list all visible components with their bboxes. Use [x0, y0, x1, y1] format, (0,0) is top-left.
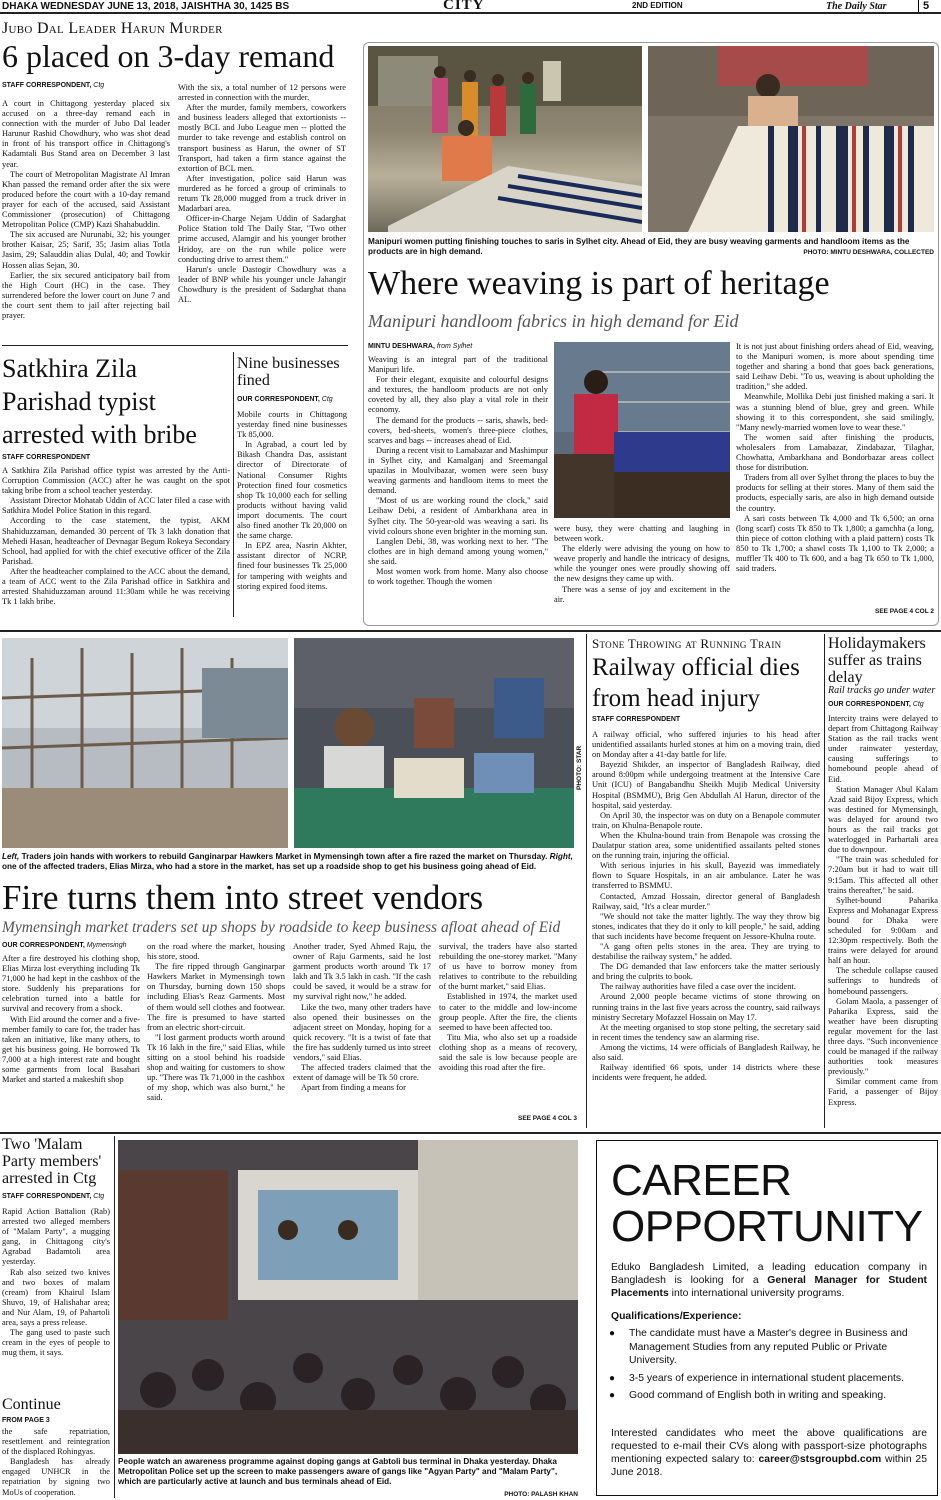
divider [0, 1132, 941, 1134]
vendors-caption: Left, Traders join hands with workers to rebuild Ganginarpar Hawkers Market in Mymensingh town after a fire razed the market on Thursday. Right, one of the affected traders, Elias Mirza, who had a store in the market, has set up a roadside shop to get his business going ahead of Eid. [2, 852, 573, 871]
career-intro: Eduko Bangladesh Limited, a leading education company in Bangladesh is looking for a General Manager for Student Placements into international university programs. [611, 1262, 928, 1299]
satkhira-headline: Satkhira Zila Parishad typist arrested with bribe [2, 354, 197, 449]
divider [233, 352, 234, 617]
vendors-subhead: Mymensingh market traders set up shops by roadside to keep business afloat ahead of Eid [2, 919, 561, 936]
career-email-link[interactable]: career@stsgroupbd.com [758, 1454, 882, 1465]
vendors-col1: After a fire destroyed his clothing shop, Elias Mirza lost everything including Tk 71,000 he had kept in the cashbox of the store. Suddenly his preparations for celebration turned into a battle for survival and recovery from a shock. With Eid around the corner and a five-member family to care for, the trader has taken an initiative, like many others, to get his business going. He borrowed Tk 7,000 at a high interest rate and bought some garments from local Basabari Market and started a makeshift shop [2, 954, 140, 1085]
weaving-subhead: Manipuri handloom fabrics in high demand for Eid [368, 311, 739, 331]
weaving-byline: MINTU DESHWARA, from Sylhet [368, 343, 473, 350]
vendors-col2: on the road where the market, housing his store, stood. The fire ripped through Ganginarpar Hawkers Market in Mymensingh town on Thursday, burning down 150 shops including Elias's Reaz Garments. Most of them would sell clothes and footwear. The fire is presumed to have started from an electric short-circuit. "I lost garment products worth around Tk 16 lakh in the fire," said Elias, while sitting on a stool behind his roadside shop and waiting for customers to show up. "There was Tk 71,000 in the cashbox of my shop, which was also burnt," he said. [147, 942, 285, 1103]
list-item: ● The candidate must have a Master's degree in Business and Management Studies from any reputed Public or Private University. [601, 1327, 927, 1368]
holiday-byline: OUR CORRESPONDENT, Ctg [828, 701, 924, 708]
vendors-photo-left [2, 638, 288, 848]
nine-headline: Nine businesses fined [237, 355, 340, 389]
weaving-credit: PHOTO: MINTU DESHWARA, COLLECTED [803, 249, 934, 256]
weaving-headline: Where weaving is part of heritage [368, 265, 830, 302]
remand-kicker: Jubo Dal Leader Harun Murder [2, 20, 223, 37]
weaving-photo-small [554, 342, 730, 518]
vendors-col3: Another trader, Syed Ahmed Raju, the owner of Raju Garments, said he lost garment products worth around Tk 17 lakh and Tk 3.5 lakh in cash. "If the cash could be saved, it would be a straw for my survival right now," he added. Like the two, many other traders have also opened their businesses on the adjacent street on Monday, hoping for a quick recovery. "It is a twist of fate that the fire has suddenly turned us into street vendors," said Elias. The affected traders claimed that the extent of damage will be Tk 50 crore. Apart from finding a means for [293, 942, 431, 1093]
railway-headline: Railway official dies from head injury [592, 654, 800, 712]
girl-weaving-image [554, 342, 730, 518]
weaving-col1: Weaving is an integral part of the traditional Manipuri life. For their elegant, exquisite and colourful designs and textures, the handloom products are not only coveted by all, they also play a vital role in their economy. The demand for the products -- saris, shawls, bed-covers, bed-sheets, women's three-piece clothes, scarves and bags -- increases ahead of Eid. During a recent visit to Lamabazar and Mashimpur in Sylhet city, and Kamalganj and Sreemangal upazilas in Moulvibazar, women were seen busy weaving garments and handloom items to meet the demand. "Most of us are working round the clock," said Leihaw Debi, a resident of Ambarkhana area in Sylhet city. The 50-year-old was weaving a sari. Its vivid colours shone even brighter in the morning sun. Langlen Debi, 38, was working next to her. "The clothes are in high demand among young women," she said. Most women work from home. Many also choose to work together. Though the women [368, 355, 548, 587]
divider [586, 634, 587, 1128]
loom-image [648, 46, 934, 232]
paper-name: The Daily Star [826, 1, 887, 12]
career-qual-title: Qualifications/Experience: [611, 1311, 742, 1322]
holiday-headline: Holidaymakers suffer as trains delay [828, 635, 926, 686]
railway-kicker: Stone Throwing at Running Train [592, 636, 782, 651]
vendors-byline: OUR CORRESPONDENT, Mymensingh [2, 942, 127, 949]
gabtoli-credit: PHOTO: PALASH KHAN [504, 1491, 578, 1498]
list-item: ● Good command of English both in writing and speaking. [601, 1389, 927, 1403]
vendors-photo-right [294, 638, 574, 848]
remand-headline: 6 placed on 3-day remand [2, 38, 335, 74]
railway-body: A railway official, who suffered injuries to his head after unidentified assailants hurled stones at him on a moving train, died on Monday after a 41-day battle for life. Bayezid Shikder, an inspector of Bangladesh Railway, died around 8:00pm while undergoing treatment at the Intensive Care Unit (ICU) of Bangabandhu Sheikh Mujib Medical University Hospital (BSMMU), Brig Gen Abdullah Al Harun, director of the hospital, said yesterday. On April 30, the inspector was on duty on a Benapole commuter train, on Khulna-Benapole route. When the Khulna-bound train from Benapole was crossing the Daulatpur station area, some unidentified assailants pelted stones on the running train, injuring the official. With serious injuries in his skull, Bayezid was immediately flown to Square Hospitals, in an air ambulance. Later he was transferred to BSMMU. Contacted, Amzad Hossain, director general of Bangladesh Railway, said, "It's a clear murder." "We should not take the matter lightly. The way they throw big stones, indicates that they do it only to kill people," he said, adding that such incidents have become frequent on Jessore-Khulna route. "A gang often pelts stones in the area. They are trying to destabilise the railway system," he added. The DG demanded that law enforcers take the matter seriously and bring the culprits to book. The railway authorities have filed a case over the incident. Around 2,000 people became victims of stone throwing on running trains in the last five years across the country, said railways ministry Secretary Mofazzel Hossain on May 17. At the meeting organised to stop stone pelting, the secretary said in recent times the tendency saw an alarming rise. Among the victims, 14 were officials of Bangladesh Railway, he also said. Railway identified 66 spots, under 14 districts where these incidents were frequent, he added. [592, 730, 820, 1083]
holiday-body: Intercity trains were delayed to depart from Chittagong Railway Station as the rail tracks went under rainwater yesterday, causing sufferings to homebound people ahead of Eid. Station Manager Abul Kalam Azad said Bijoy Express, which was destined for Mymensingh, was delayed for around two hours as the rail tracks got waterlogged in Parhartali area due to downpour. "The train was scheduled for 7:20am but it had to wait till 9:15am. This affected all other trains thereafter," he said. Sylhet-bound Paharika Express and Mohanagar Express bound for Dhaka were scheduled for 9:00am and 12:30pm respectively. Both the trains were delayed for around half an hour. The schedule collapse caused sufferings to hundreds of homebound passengers. Golam Maola, a passenger of Paharika Express, said the weather have been disrupting regular movement for the last three days. "Such inconvenience could be managed if the railway authorities took measures previously." Similar comment came from Farid, a passenger of Bijoy Express. [828, 714, 938, 1107]
roadside-shop-image [294, 638, 574, 848]
weaving-caption: Manipuri women putting finishing touches to saris in Sylhet city. Ahead of Eid, they are busy weaving garments and handloom items as the products are in high demand. [368, 237, 910, 256]
continue-from: FROM PAGE 3 [2, 1417, 50, 1424]
remand-byline: STAFF CORRESPONDENT, Ctg [2, 82, 105, 89]
career-outro: Interested candidates who meet the above qualifications are requested to e-mail their CVs along with passport-size photographs mentioning expected salary to: career@stsgroupbd.com within 25 June 2018. [611, 1428, 927, 1478]
vendors-see-page[interactable]: SEE PAGE 4 COL 3 [517, 1115, 577, 1122]
list-item: ● 3-5 years of experience in international student placements. [601, 1372, 927, 1386]
divider [824, 634, 825, 1128]
weaving-photo-left [368, 46, 642, 232]
divider [2, 345, 348, 346]
satkhira-byline: STAFF CORRESPONDENT [2, 454, 91, 461]
career-ad [596, 1140, 938, 1496]
career-title-2: OPPORTUNITY [611, 1202, 923, 1251]
divider [0, 630, 941, 632]
malam-headline: Two 'Malam Party members' arrested in Ctg [2, 1136, 102, 1187]
vendors-col4: survival, the traders have also started rebuilding the one-storey market. "Many of us have to borrow money from relatives to contribute to the rebuilding of the burnt market," said Elias. Established in 1974, the market used to cater to the middle and low-income group people. After the fire, the clients seemed to have been affected too. Titu Mia, who also set up a roadside clothing shop as a means of recovery, said the sale is low because people are avoiding this road after the fire. [439, 942, 577, 1073]
satkhira-body: A Satkhira Zila Parishad office typist was arrested by the Anti-Corruption Commission (ACC) after he was caught on the spot taking bribe from a school teacher yesterday. Assistant Director Mohatab Uddin of ACC later filed a case with Satkhira Model Police Station in this regard. According to the case statement, the typist, AKM Shahiduzzaman, demanded 30 percent of Tk 3 lakh donation that Mehedi Hasan, headteacher of Devnagar Begum Rokeya Secondary School, had applied for with the chief executive officer of the Zila Parishad. After the headteacher complained to the ACC about the demand, a team of ACC went to the Zila Parishad office in Satkhira and arrested Shahiduzzaman around 11:30am while he was receiving Tk 1 lakh bribe. [2, 466, 230, 607]
remand-col1: A court in Chittagong yesterday placed six accused on a three-day remand each in connection with the murder of Jubo Dal leader Harunur Rashid Chowdhury, who was shot dead in front of his transport office in Chittagong's Kadamtali Bus Stand area on December 3 last year. The court of Metropolitan Magistrate Al Imran Khan passed the remand order after the six were produced before the court with a 10-day remand prayer for each of the accused, said Assistant Commissioner (prosecution) of Chittagong Metropolitan Police (CMP) Kazi Shahabuddin. The six accused are Nurunabi, 32; his younger brother Kaisar, 25; Sarif, 35; Jasim alias Totla Jasim, 29; Salauddin alias Dulal, 40; and Towkir Hossen alias Sejan, 30. Earlier, the six secured anticipatory bail from the High Court (HC) in the case. They surrendered before the lower court on June 7 and the court sent them to jail after rejecting bail prayer. [2, 99, 170, 320]
vendors-headline: Fire turns them into street vendors [2, 878, 484, 917]
career-title-1: CAREER [611, 1156, 792, 1205]
section-name: CITY [443, 0, 485, 13]
continue-body: the safe repatriation, resettlement and reintegration of the displaced Rohingyas. Bangladesh has already engaged UNHCR in the repatriation by signing two MoUs of cooperation. [2, 1427, 110, 1497]
divider [114, 1136, 115, 1498]
nine-body: Mobile courts in Chittagong yesterday fined nine businesses Tk 85,000. In Agrabad, a court led by Bikash Chandra Das, assistant director of Directorate of National Consumer Rights Protection fined four cosmetics shop Tk 10,000 each for selling products without having valid import documents. The court also fined another Tk 20,000 on the same charge. In EPZ area, Nasrin Akhter, assistant director of NCRP, fined four businesses Tk 25,000 for tampering with weights and storing expired food items. [237, 410, 347, 591]
gabtoli-photo [118, 1140, 578, 1454]
weaving-col3: It is not just about finishing orders ahead of Eid, weaving, to the Manipuri women, is more about spending time together and sharing a bond that goes back generations, said Leihaw Debi. "To us, weaving is about upholding the tradition," she added. Meanwhile, Mollika Debi just finished making a sari. It was a stunning blend of blue, grey and green. While showing it to this correspondent, she said smilingly, "Many newly-married women love to wear these." The women said after finishing the products, wholesalers from Lamabazar, Zindabazar, Tilaghar, Chowhatta, Ambarkhana and Bondorbazar areas collect those for distribution. Traders from all over Sylhet throng the places to buy the products for selling at their stores. Many of them said the products, especially saris, are also in high demand outside the country. A sari costs between Tk 4,000 and Tk 6,500; an orna (long scarf) costs Tk 850 to Tk 1,800; a gamchha (a long, thin piece of cotton clothing with a plaid pattern) costs Tk 850 to Tk 1,700; a shawl costs Tk 1,100 to Tk 2,000; a muffler Tk 400 to Tk 600, and a bag Tk 650 to Tk 1,000, said traders. [736, 342, 934, 574]
gabtoli-caption: People watch an awareness programme against doping gangs at Gabtoli bus terminal in Dhaka yesterday. Dhaka Metropolitan Police set up the screen to make passengers aware of gangs like "Agyan Party" and "Malam Party", which are particularly active at launch and bus terminals ahead of Eid. [118, 1457, 558, 1486]
market-rebuild-image [2, 638, 288, 848]
page-number: 5 [918, 0, 929, 12]
railway-byline: STAFF CORRESPONDENT [592, 716, 681, 723]
vendors-credit: PHOTO: STAR [576, 745, 583, 790]
screen-crowd-image [118, 1140, 578, 1454]
weaving-photo-right [648, 46, 934, 232]
masthead-bar [0, 0, 941, 14]
remand-col2: With the six, a total number of 12 persons were arrested in connection with the murder. After the murder, family members, coworkers and business leaders alleged that extortionists -- mostly BCL and Jubo League men -- plotted the murder to take revenge and establish control on transport business as Harun, the owner of ST Transport, had taken a firm stance against the extortion of BCL men. After investigation, police said Harun was murdered as he forced a group of criminals to return Tk 28,000 mugged from a truck driver in Madarbari area. Officer-in-Charge Nejam Uddin of Sadarghat Police Station told The Daily Star, "Two other prime accused, Alamgir and his younger brother Hridoy, are on the run while police were conducting drive to arrest them." Harun's uncle Dastogir Chowdhury was a leader of BNP while his younger uncle Jahangir Chowdhury is the president of Sadarghat thana AL. [178, 83, 346, 304]
malam-body: Rapid Action Battalion (Rab) arrested two alleged members of "Malam Party", a mugging gang, in Chittagong city's Agrabad Badamtoli area yesterday. Rab also seized two knives and two boxes of malam (cream) from Khairul Islam Shuvo, 19, of Halishahar area; and Nur Alam, 19, of Pahartoli area, says a press release. The gang used to paste such cream in the eyes of people to mug them, it says. [2, 1207, 110, 1358]
career-quals [601, 1327, 927, 1407]
continue-heading: Continue [2, 1396, 61, 1413]
holiday-subhead: Rail tracks go under water [828, 685, 936, 696]
malam-byline: STAFF CORRESPONDENT, Ctg [2, 1193, 105, 1200]
weaving-col2: were busy, they were chatting and laughing in between work. The elderly were advising the young on how to weave properly and handle the intricacy of designs, while the younger ones were proudly showing off the new designs they came up with. There was a sense of joy and excitement in the air. [554, 524, 730, 604]
edition: 2ND EDITION [632, 1, 683, 10]
dateline: DHAKA WEDNESDAY JUNE 13, 2018, JAISHTHA 30, 1425 BS [2, 1, 290, 12]
weaving-see-page[interactable]: SEE PAGE 4 COL 2 [874, 608, 934, 615]
weavers-image [368, 46, 642, 232]
nine-byline: OUR CORRESPONDENT, Ctg [237, 396, 333, 403]
